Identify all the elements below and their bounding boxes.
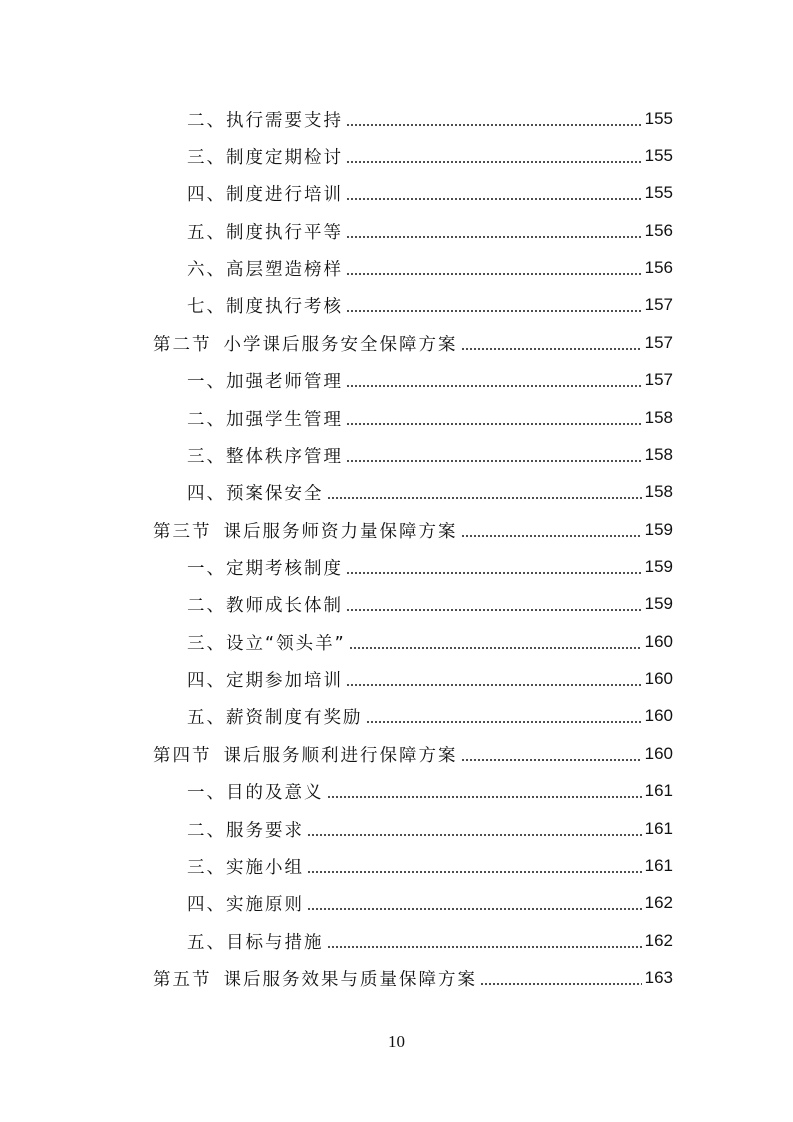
toc-entry-title: 三、制度定期检讨 — [187, 147, 343, 168]
toc-entry-title: 二、执行需要支持 — [187, 110, 343, 131]
toc-entry[interactable] — [187, 552, 673, 582]
toc-entry-page: 158 — [644, 408, 673, 427]
toc-section-number: 第五节 — [153, 969, 212, 990]
toc-entry-title: 六、高层塑造榜样 — [187, 259, 343, 280]
toc-entry-title: 四、制度进行培训 — [187, 184, 343, 205]
toc-entry-page: 155 — [644, 146, 673, 165]
toc-entry-page: 158 — [644, 445, 673, 464]
dot-leader — [346, 446, 642, 464]
toc-entry-title: 二、服务要求 — [187, 820, 304, 841]
toc-entry-page: 160 — [644, 632, 673, 651]
dot-leader — [461, 334, 642, 352]
toc-entry-title: 五、制度执行平等 — [187, 222, 343, 243]
dot-leader — [346, 595, 642, 613]
toc-entry-page: 162 — [644, 931, 673, 950]
toc-entry-title: 一、定期考核制度 — [187, 558, 343, 579]
toc-entry[interactable] — [187, 926, 673, 956]
toc-section-entry[interactable] — [153, 739, 673, 769]
toc-entry-page: 160 — [644, 706, 673, 725]
dot-leader — [307, 857, 642, 875]
dot-leader — [327, 483, 642, 501]
toc-entry[interactable] — [187, 477, 673, 507]
toc-entry-page: 156 — [644, 221, 673, 240]
dot-leader — [307, 820, 642, 838]
toc-entry-page: 159 — [644, 557, 673, 576]
toc-section-number: 第二节 — [153, 334, 212, 355]
toc-entry-title: 五、薪资制度有奖励 — [187, 707, 363, 728]
dot-leader — [346, 409, 642, 427]
dot-leader — [346, 147, 642, 165]
dot-leader — [461, 521, 642, 539]
page-number: 10 — [388, 1032, 405, 1051]
toc-entry-title: 三、设立“领头羊” — [187, 633, 346, 654]
toc-entry-title: 三、整体秩序管理 — [187, 446, 343, 467]
toc-section-entry[interactable] — [153, 963, 673, 993]
toc-entry[interactable] — [187, 851, 673, 881]
toc-entry-title: 四、预案保安全 — [187, 483, 324, 504]
toc-entry[interactable] — [187, 178, 673, 208]
toc-entry-title: 七、制度执行考核 — [187, 296, 343, 317]
toc-entry[interactable] — [187, 141, 673, 171]
dot-leader — [346, 670, 642, 688]
toc-entry-page: 158 — [644, 482, 673, 501]
dot-leader — [480, 969, 642, 987]
toc-entry-page: 155 — [644, 183, 673, 202]
toc-section-number: 第四节 — [153, 745, 212, 766]
toc-section-entry[interactable] — [153, 328, 673, 358]
toc-entry[interactable] — [187, 290, 673, 320]
toc-entry[interactable] — [187, 440, 673, 470]
toc-entry-page: 162 — [644, 893, 673, 912]
dot-leader — [346, 222, 642, 240]
toc-entry[interactable] — [187, 104, 673, 134]
dot-leader — [327, 782, 642, 800]
toc-entry[interactable] — [187, 776, 673, 806]
toc-entry-page: 160 — [644, 669, 673, 688]
dot-leader — [346, 184, 642, 202]
dot-leader — [346, 259, 642, 277]
toc-entry-title: 三、实施小组 — [187, 857, 304, 878]
toc-entry-page: 155 — [644, 109, 673, 128]
dot-leader — [346, 110, 642, 128]
dot-leader — [346, 558, 642, 576]
toc-entry-title: 二、教师成长体制 — [187, 595, 343, 616]
toc-entry-title: 一、目的及意义 — [187, 782, 324, 803]
toc-entry[interactable] — [187, 814, 673, 844]
toc-entry-page: 160 — [644, 744, 673, 763]
toc-entry-page: 156 — [644, 258, 673, 277]
toc-entry-page: 157 — [644, 370, 673, 389]
toc-entry-page: 157 — [644, 333, 673, 352]
toc-entry[interactable] — [187, 664, 673, 694]
dot-leader — [346, 296, 642, 314]
toc-entry[interactable] — [187, 701, 673, 731]
toc-entry[interactable] — [187, 253, 673, 283]
toc-entry-title: 四、定期参加培训 — [187, 670, 343, 691]
toc-entry-title: 课后服务顺利进行保障方案 — [223, 745, 458, 766]
toc-entry-page: 159 — [644, 520, 673, 539]
toc-entry[interactable] — [187, 589, 673, 619]
toc-entry-title: 课后服务效果与质量保障方案 — [223, 969, 477, 990]
toc-entry[interactable] — [187, 216, 673, 246]
toc-entry-page: 159 — [644, 594, 673, 613]
toc-entry-page: 157 — [644, 295, 673, 314]
dot-leader — [349, 633, 642, 651]
toc-entry-title: 小学课后服务安全保障方案 — [223, 334, 458, 355]
toc-entry-title: 课后服务师资力量保障方案 — [223, 521, 458, 542]
dot-leader — [307, 894, 642, 912]
toc-entry[interactable] — [187, 365, 673, 395]
toc-section-number: 第三节 — [153, 521, 212, 542]
toc-entry[interactable] — [187, 888, 673, 918]
toc-entry-page: 163 — [644, 968, 673, 987]
dot-leader — [366, 707, 642, 725]
toc-entry-title: 二、加强学生管理 — [187, 409, 343, 430]
toc-entry-title: 五、目标与措施 — [187, 932, 324, 953]
dot-leader — [461, 745, 642, 763]
toc-entry[interactable] — [187, 627, 673, 657]
toc-entry[interactable] — [187, 403, 673, 433]
toc-entry-title: 一、加强老师管理 — [187, 371, 343, 392]
dot-leader — [327, 932, 642, 950]
dot-leader — [346, 371, 642, 389]
toc-entry-title: 四、实施原则 — [187, 894, 304, 915]
toc-entry-page: 161 — [644, 819, 673, 838]
toc-entry-page: 161 — [644, 781, 673, 800]
toc-section-entry[interactable] — [153, 515, 673, 545]
toc-entry-page: 161 — [644, 856, 673, 875]
